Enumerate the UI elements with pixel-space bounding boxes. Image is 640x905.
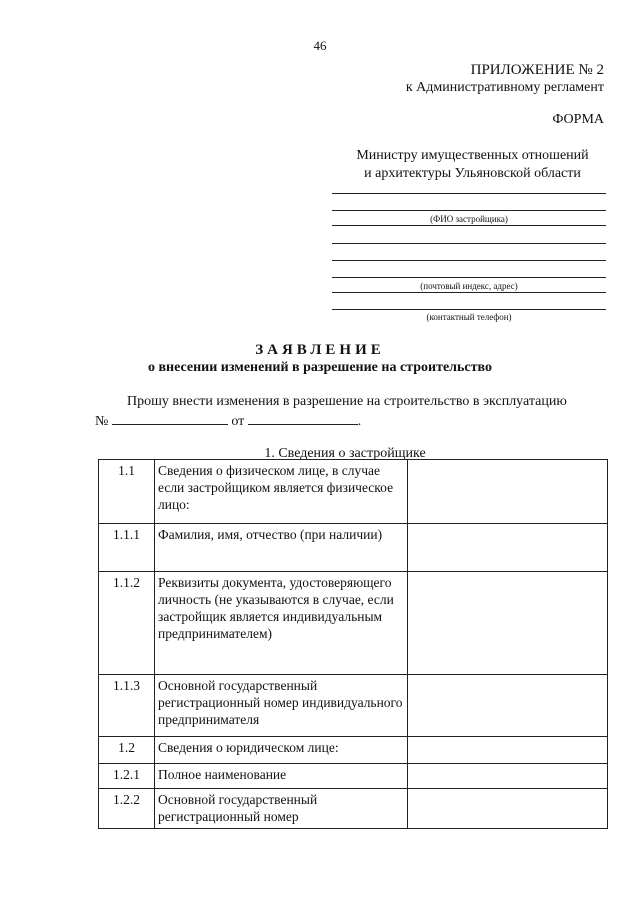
- appendix-label: ПРИЛОЖЕНИЕ № 2: [470, 62, 604, 78]
- fill-line[interactable]: [332, 260, 606, 261]
- row-label: Основной государственный регистрационный номер индивидуального предпринимателя: [155, 675, 408, 737]
- table-row: [99, 572, 608, 675]
- page-number: 46: [313, 38, 327, 53]
- fill-line-phone[interactable]: [332, 309, 606, 310]
- row-number: 1.1.1: [99, 524, 155, 572]
- fill-line[interactable]: [332, 193, 606, 194]
- row-number: 1.1.3: [99, 675, 155, 737]
- reglament-label: к Административному регламент: [405, 80, 604, 95]
- document-subtitle: о внесении изменений в разрешение на строительство: [148, 360, 492, 375]
- row-number: 1.2.2: [99, 789, 155, 829]
- row-label: Основной государственный регистрационный номер: [155, 789, 408, 829]
- fio-caption: (ФИО застройщика): [430, 214, 508, 224]
- permit-number-field[interactable]: [112, 412, 228, 425]
- row-value-cell[interactable]: [408, 675, 608, 737]
- table-row: [99, 460, 608, 524]
- number-sign: №: [95, 414, 109, 429]
- addressee: [330, 147, 615, 183]
- document-title: ЗАЯВЛЕНИЕ: [255, 342, 385, 358]
- row-value-cell[interactable]: [408, 789, 608, 829]
- fill-line[interactable]: [332, 243, 606, 244]
- addressee-line-1: Министру имущественных отношений: [356, 148, 589, 163]
- date-prefix: от: [231, 414, 245, 429]
- section-title: 1. Сведения о застройщике: [264, 446, 426, 461]
- table-row: [99, 524, 608, 572]
- row-label: Фамилия, имя, отчество (при наличии): [155, 524, 408, 572]
- permit-number-row: [95, 412, 361, 430]
- row-number: 1.2.1: [99, 764, 155, 789]
- phone-caption: (контактный телефон): [426, 312, 512, 322]
- row-number: 1.2: [99, 737, 155, 764]
- row-label: Сведения о юридическом лице:: [155, 737, 408, 764]
- row-value-cell[interactable]: [408, 737, 608, 764]
- table-row: [99, 737, 608, 764]
- table-row: [99, 675, 608, 737]
- row-number: 1.1.2: [99, 572, 155, 675]
- date-suffix: .: [357, 414, 362, 429]
- request-text: Прошу внести изменения в разрешение на строительство в эксплуатацию: [127, 394, 567, 409]
- row-label: Полное наименование: [155, 764, 408, 789]
- row-value-cell[interactable]: [408, 764, 608, 789]
- fill-line[interactable]: [332, 210, 606, 211]
- row-label: Сведения о физическом лице, в случае если застройщиком является физическое лицо:: [155, 460, 408, 524]
- fill-line-address[interactable]: [332, 292, 606, 293]
- row-number: 1.1: [99, 460, 155, 524]
- developer-info-table: [98, 459, 608, 829]
- permit-date-field[interactable]: [248, 412, 358, 425]
- form-label: ФОРМА: [552, 112, 604, 127]
- table-row: [99, 789, 608, 829]
- addressee-line-2: и архитектуры Ульяновской области: [364, 166, 581, 181]
- fill-line-fio[interactable]: [332, 225, 606, 226]
- row-value-cell[interactable]: [408, 524, 608, 572]
- row-label: Реквизиты документа, удостоверяющего личность (не указываются в случае, если застройщик является индивидуальным предпринимателем): [155, 572, 408, 675]
- fill-line[interactable]: [332, 277, 606, 278]
- address-caption: (почтовый индекс, адрес): [420, 281, 518, 291]
- row-value-cell[interactable]: [408, 460, 608, 524]
- row-value-cell[interactable]: [408, 572, 608, 675]
- table-row: [99, 764, 608, 789]
